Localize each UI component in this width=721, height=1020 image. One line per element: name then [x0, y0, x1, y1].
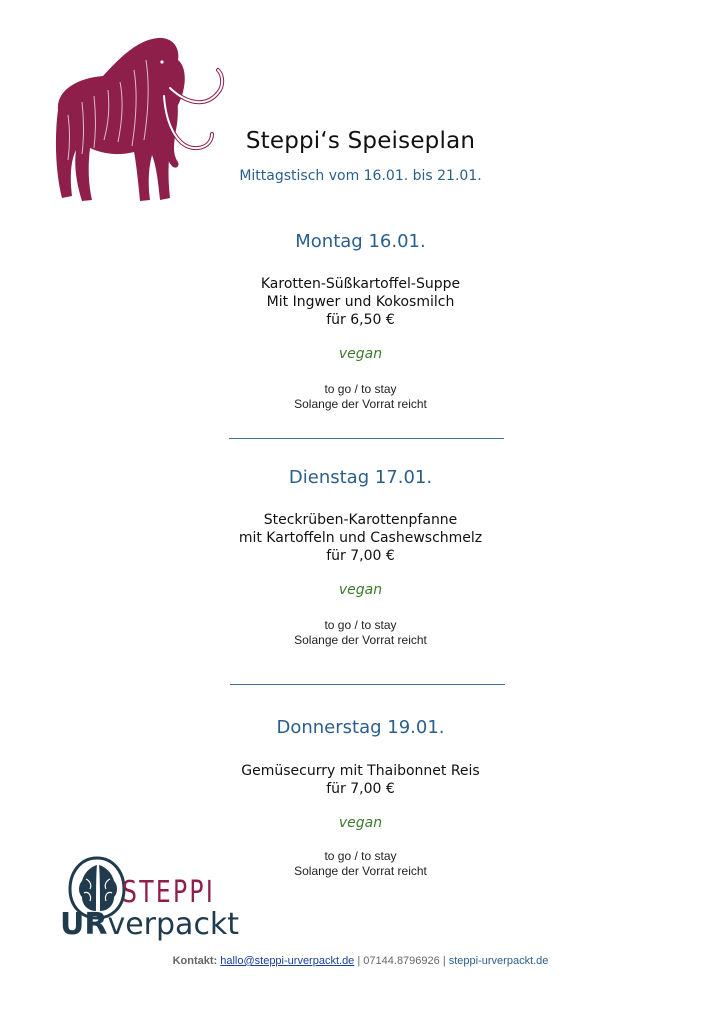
mammoth-illustration — [48, 30, 228, 215]
section-divider — [229, 438, 504, 439]
dish-line: Mit Ingwer und Kokosmilch — [266, 294, 455, 310]
website-link[interactable]: steppi-urverpackt.de — [448, 955, 549, 967]
logo-urverpackt — [60, 907, 239, 942]
vegan-tag: vegan — [338, 582, 383, 598]
dish-price: für 7,00 € — [326, 781, 395, 797]
dish-line: Steckrüben-Karottenpfanne — [263, 512, 458, 528]
availability-note: Solange der Vorrat reicht — [294, 397, 427, 411]
email-link[interactable]: hallo@steppi-urverpackt.de — [220, 955, 355, 967]
serving-note: to go / to stay — [324, 618, 397, 632]
section-divider — [230, 684, 505, 685]
page-subtitle: Mittagstisch vom 16.01. bis 21.01. — [239, 168, 482, 184]
footer-separator: | — [439, 955, 449, 967]
logo-steppi-text: STEPPI — [122, 875, 216, 910]
dish-line: Gemüsecurry mit Thaibonnet Reis — [241, 763, 480, 779]
brand-logo — [60, 855, 240, 950]
contact-footer — [0, 955, 721, 967]
serving-note: to go / to stay — [324, 382, 397, 396]
vegan-tag: vegan — [338, 346, 383, 362]
day-heading: Montag 16.01. — [295, 231, 426, 252]
phone-number: 07144.8796926 — [363, 955, 440, 967]
serving-note: to go / to stay — [324, 849, 397, 863]
footer-separator: | — [354, 955, 364, 967]
dish-line: Karotten-Süßkartoffel-Suppe — [260, 276, 461, 292]
logo-verpackt-text: verpackt — [107, 907, 240, 942]
availability-note: Solange der Vorrat reicht — [294, 864, 427, 878]
dish-price: für 6,50 € — [326, 312, 395, 328]
availability-note: Solange der Vorrat reicht — [294, 633, 427, 647]
page-title: Steppi‘s Speiseplan — [245, 128, 476, 154]
day-heading: Dienstag 17.01. — [288, 467, 433, 488]
contact-label: Kontakt: — [172, 955, 218, 967]
mammoth-eye — [160, 60, 163, 63]
day-heading: Donnerstag 19.01. — [276, 717, 445, 738]
dish-line: mit Kartoffeln und Cashewschmelz — [238, 530, 483, 546]
vegan-tag: vegan — [338, 815, 383, 831]
dish-price: für 7,00 € — [326, 548, 395, 564]
logo-ur-text: UR — [60, 907, 108, 942]
